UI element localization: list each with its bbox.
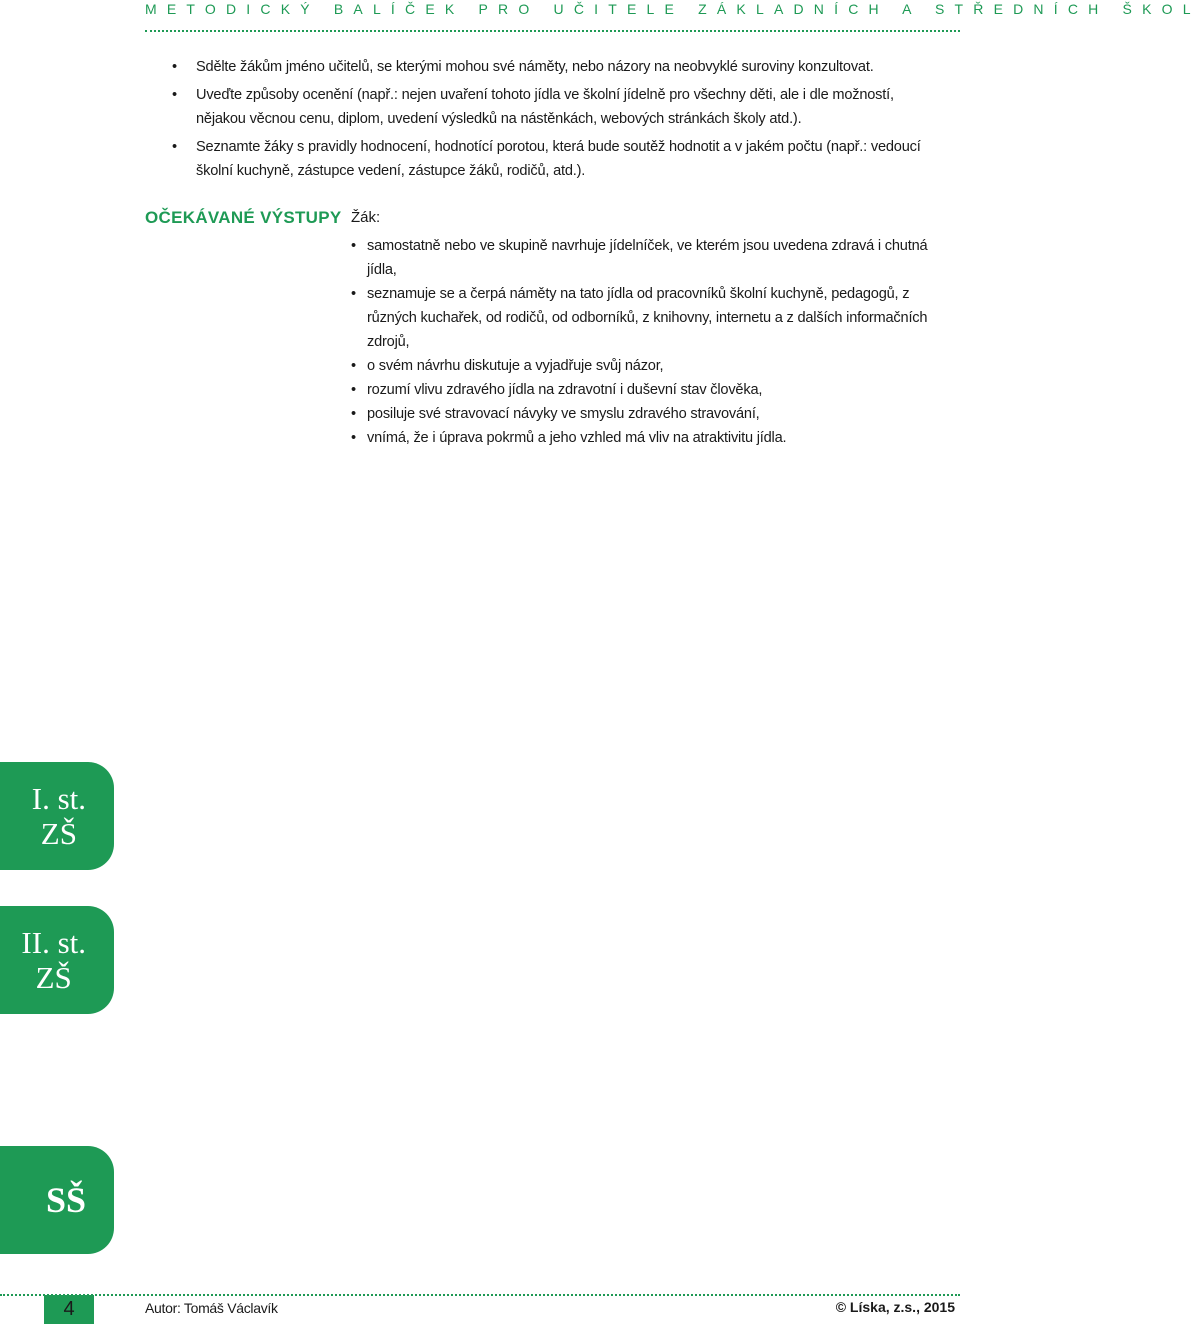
list-item [351,282,951,354]
list-item [172,135,942,183]
list-item-text: o svém návrhu diskutuje a vyjadřuje svůj názor, [367,358,664,374]
bullet-icon: • [351,238,356,254]
tab-ss[interactable] [0,1146,114,1254]
list-item [351,354,951,378]
list-item-text: rozumí vlivu zdravého jídla na zdravotní i duševní stav člověka, [367,382,763,398]
bullet-icon: • [351,358,356,374]
list-item-text: posiluje své stravovací návyky ve smyslu zdravého stravování, [367,406,760,422]
list-item [351,402,951,426]
bullet-icon: • [351,382,356,398]
tab-first-stage-zs[interactable] [0,762,114,870]
tab-label-line1: I. st. [31,781,86,816]
tab-label-line2: ZŠ [40,816,77,851]
header-divider [145,30,960,32]
list-item [351,378,951,402]
footer-divider [0,1294,960,1296]
list-item-text: Uveďte způsoby ocenění (např.: nejen uvaření tohoto jídla ve školní jídelně pro všechny děti, ale i dle možností, nějakou věcnou cenu, diplom, uvedení výsledků na nástěnkách, webových stránkách školy atd.). [196,87,894,127]
tab-label-line1: II. st. [21,925,86,960]
list-item-text: samostatně nebo ve skupině navrhuje jídelníček, ve kterém jsou uvedena zdravá i chutná jídla, [367,238,928,278]
bullet-icon: • [172,87,177,103]
bullet-icon: • [351,406,356,422]
section-heading-expected-outputs: OČEKÁVANÉ VÝSTUPY [145,208,342,227]
list-item-text: vnímá, že i úprava pokrmů a jeho vzhled má vliv na atraktivitu jídla. [367,430,787,446]
footer-author: Autor: Tomáš Václavík [145,1300,278,1316]
outputs-bullet-list [351,234,951,450]
list-item-text: seznamuje se a čerpá náměty na tato jídla od pracovníků školní kuchyně, pedagogů, z různých kuchařek, od rodičů, od odborníků, z knihovny, internetu a z dalších informačních zdrojů, [367,286,928,350]
footer-copyright: © Líska, z.s., 2015 [835,1299,955,1315]
intro-bullet-list [172,55,942,187]
bullet-icon: • [351,286,356,302]
list-item [172,83,942,131]
bullet-icon: • [172,59,177,75]
tab-label-line2: ZŠ [35,960,72,995]
tab-label: SŠ [45,1179,86,1220]
list-item [351,426,951,450]
outputs-subject: Žák: [351,209,381,226]
page-number: 4 [44,1295,94,1324]
header-title: METODICKÝ BALÍČEK PRO UČITELE ZÁKLADNÍCH A STŘEDNÍCH ŠKOL [145,1,1201,17]
bullet-icon: • [172,139,177,155]
list-item [351,234,951,282]
list-item-text: Seznamte žáky s pravidly hodnocení, hodnotící porotou, která bude soutěž hodnotit a v jakém počtu (např.: vedoucí školní kuchyně, zástupce vedení, zástupce žáků, rodičů, atd.). [196,139,921,179]
tab-second-stage-zs[interactable] [0,906,114,1014]
list-item [172,55,942,79]
bullet-icon: • [351,430,356,446]
list-item-text: Sdělte žákům jméno učitelů, se kterými mohou své náměty, nebo názory na neobvyklé suroviny konzultovat. [196,59,874,75]
